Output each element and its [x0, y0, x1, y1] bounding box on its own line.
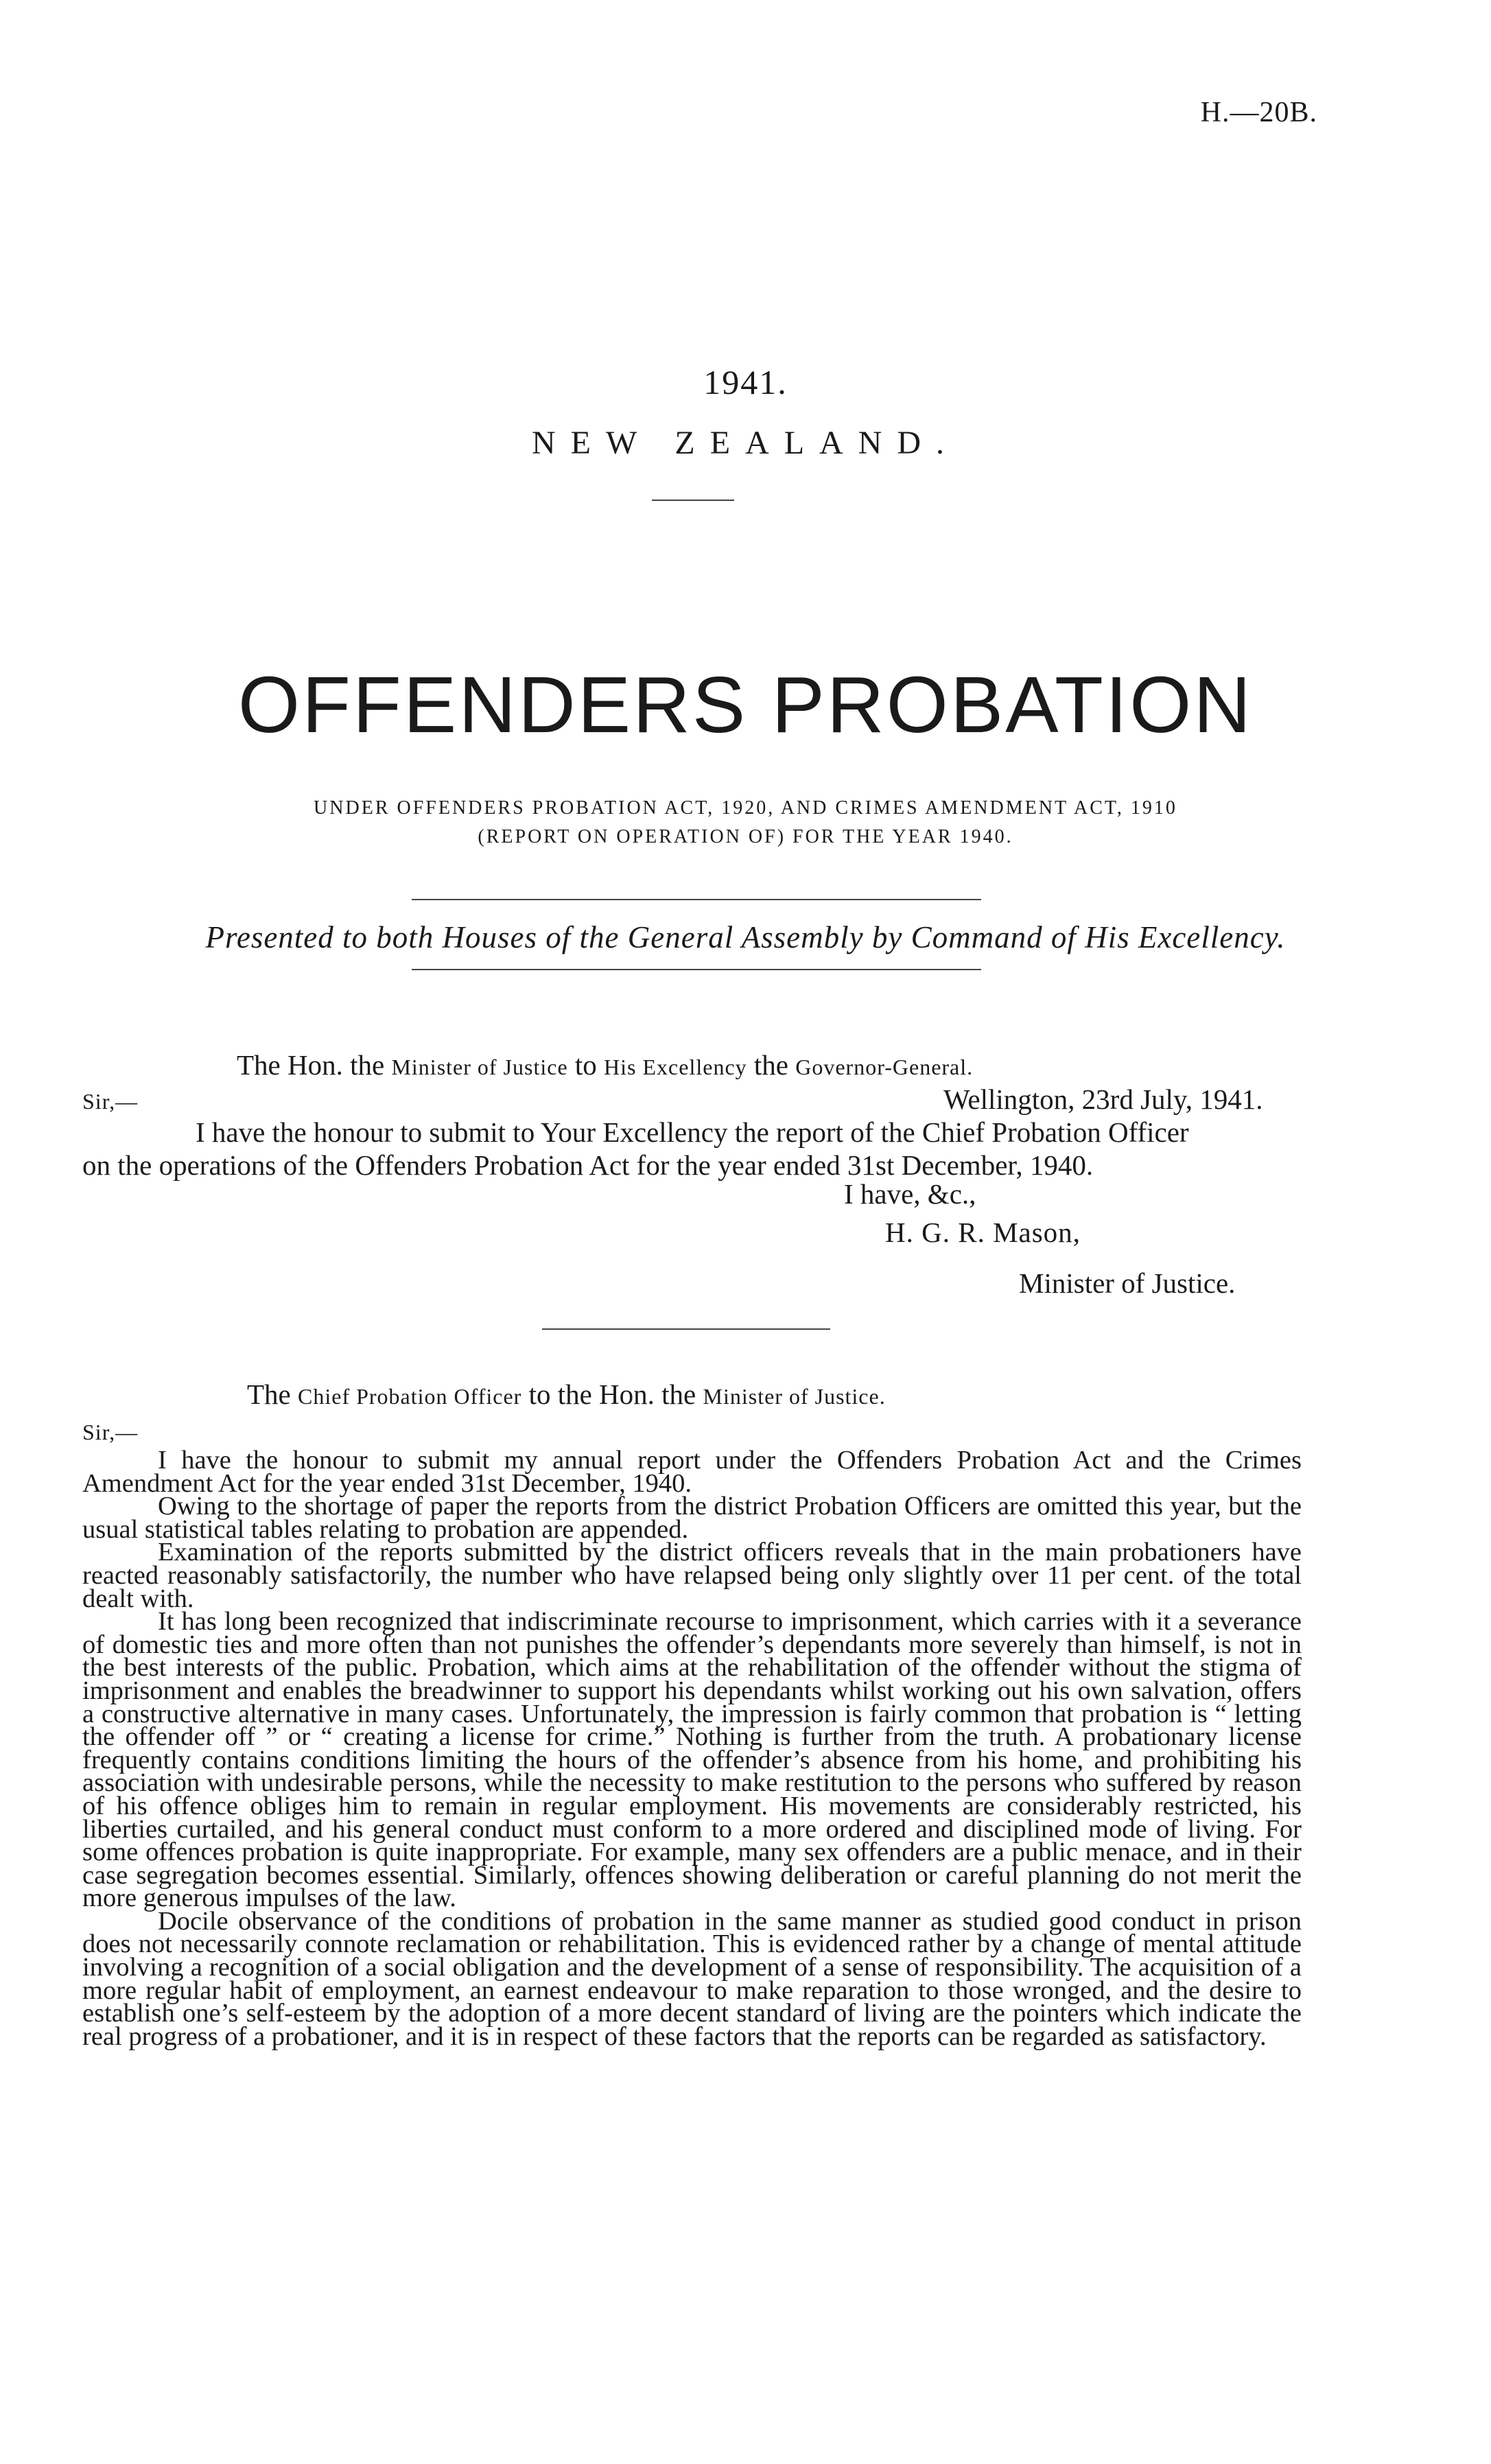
- minister-office: Minister of Justice: [391, 1055, 568, 1079]
- letter1-place-date: Wellington, 23rd July, 1941.: [943, 1083, 1263, 1115]
- report-body: [82, 1446, 1302, 2051]
- presented-note: Presented to both Houses of the General Assembly by Command of His Excellency.: [205, 920, 1286, 954]
- paragraph-5: Docile observance of the conditions of probation in the same manner as studied good conduct in prison does not necessarily connote reclamation or rehabilitation. This is evidenced rather by a change of mental attitude involving a recognition of a social obligation and the development of a sense of responsibility. The acquisition of a more regular habit of employment, an earnest endeavour to make reparation to those wronged, and the desire to establish one’s self-esteem by the adoption of a more decent standard of living are the pointers which indicate the real progress of a probationer, and it is in respect of these factors that the reports can be regarded as satisfactory.: [82, 1906, 1302, 2051]
- report-subtitle-line1: UNDER OFFENDERS PROBATION ACT, 1920, AND CRIMES AMENDMENT ACT, 1910: [314, 797, 1177, 819]
- paragraph-3: Examination of the reports submitted by the district officers reveals that in the main probationers have reacted reasonably satisfactorily, the number who have relapsed being only slightly over 11 per cent. of the total dealt with.: [82, 1538, 1302, 1613]
- letter1-address-line: The Hon. the Minister of Justice to His Excellency the Governor-General.: [237, 1049, 974, 1081]
- paragraph-2: Owing to the shortage of paper the reports from the district Probation Officers are omitted this year, but the usual statistical tables relating to probation are appended.: [82, 1492, 1302, 1544]
- letter1-salutation: Sir,—: [82, 1089, 139, 1114]
- paragraph-1: I have the honour to submit my annual report under the Offenders Probation Act and the Crimes Amendment Act for the year ended 31st December, 1940.: [82, 1446, 1302, 1498]
- document-reference: H.—20B.: [1200, 97, 1317, 128]
- letter2-address-line: The Chief Probation Officer to the Hon. the Minister of Justice.: [247, 1378, 886, 1410]
- chief-probation-office: Chief Probation Officer: [298, 1384, 522, 1409]
- letter1-closing: I have, &c.,: [844, 1178, 976, 1210]
- divider-rule: [412, 969, 981, 970]
- divider-rule: [652, 500, 734, 501]
- letter2-salutation: Sir,—: [82, 1420, 139, 1444]
- divider-rule: [542, 1328, 830, 1330]
- letter1-signatory: H. G. R. Mason,: [885, 1217, 1081, 1248]
- minister-office: Minister of Justice.: [703, 1384, 886, 1409]
- paragraph-4: It has long been recognized that indiscriminate recourse to imprisonment, which carries with it a severance of domestic ties and more often than not punishes the offender’s dependants more severely than himself, is not in the best interests of the public. Probation, which aims at the rehabilitation of the offender without the stigma of imprisonment and enables the breadwinner to support his dependants whilst working out his own salvation, offers a constructive alternative in many cases. Unfortunately, the impression is fairly common that probation is “ letting the offender off ” or “ creating a license for crime.” Nothing is further from the truth. A probationary license frequently contains conditions limiting the hours of the offender’s absence from his home, and prohibiting his association with undesirable persons, while the necessity to make restitution to the persons who suffered by reason of his offence obliges him to remain in regular employment. His movements are considerably restricted, his liberties curtailed, and his general conduct must conform to a more ordered and disciplined mode of living. For some offences probation is quite inappropriate. For example, many sex offenders are a public menace, and in their case segregation becomes essential. Similarly, offences showing deliberation or careful planning do not merit the more generous impulses of the law.: [82, 1607, 1302, 1913]
- governor-office: Governor-General.: [795, 1055, 974, 1079]
- letter1-body-line1: I have the honour to submit to Your Excellency the report of the Chief Probation Officer: [196, 1116, 1189, 1148]
- report-subtitle-line2: (REPORT ON OPERATION OF) FOR THE YEAR 1940.: [478, 826, 1013, 847]
- divider-rule: [412, 899, 981, 900]
- letter1-signatory-title: Minister of Justice.: [1019, 1267, 1236, 1299]
- excellency-title: His Excellency: [604, 1055, 747, 1079]
- report-title: OFFENDERS PROBATION: [237, 660, 1254, 749]
- document-year: 1941.: [703, 363, 788, 401]
- letter1-body-line2: on the operations of the Offenders Probation Act for the year ended 31st December, 1940.: [82, 1149, 1094, 1181]
- country-heading: NEW ZEALAND.: [531, 425, 960, 461]
